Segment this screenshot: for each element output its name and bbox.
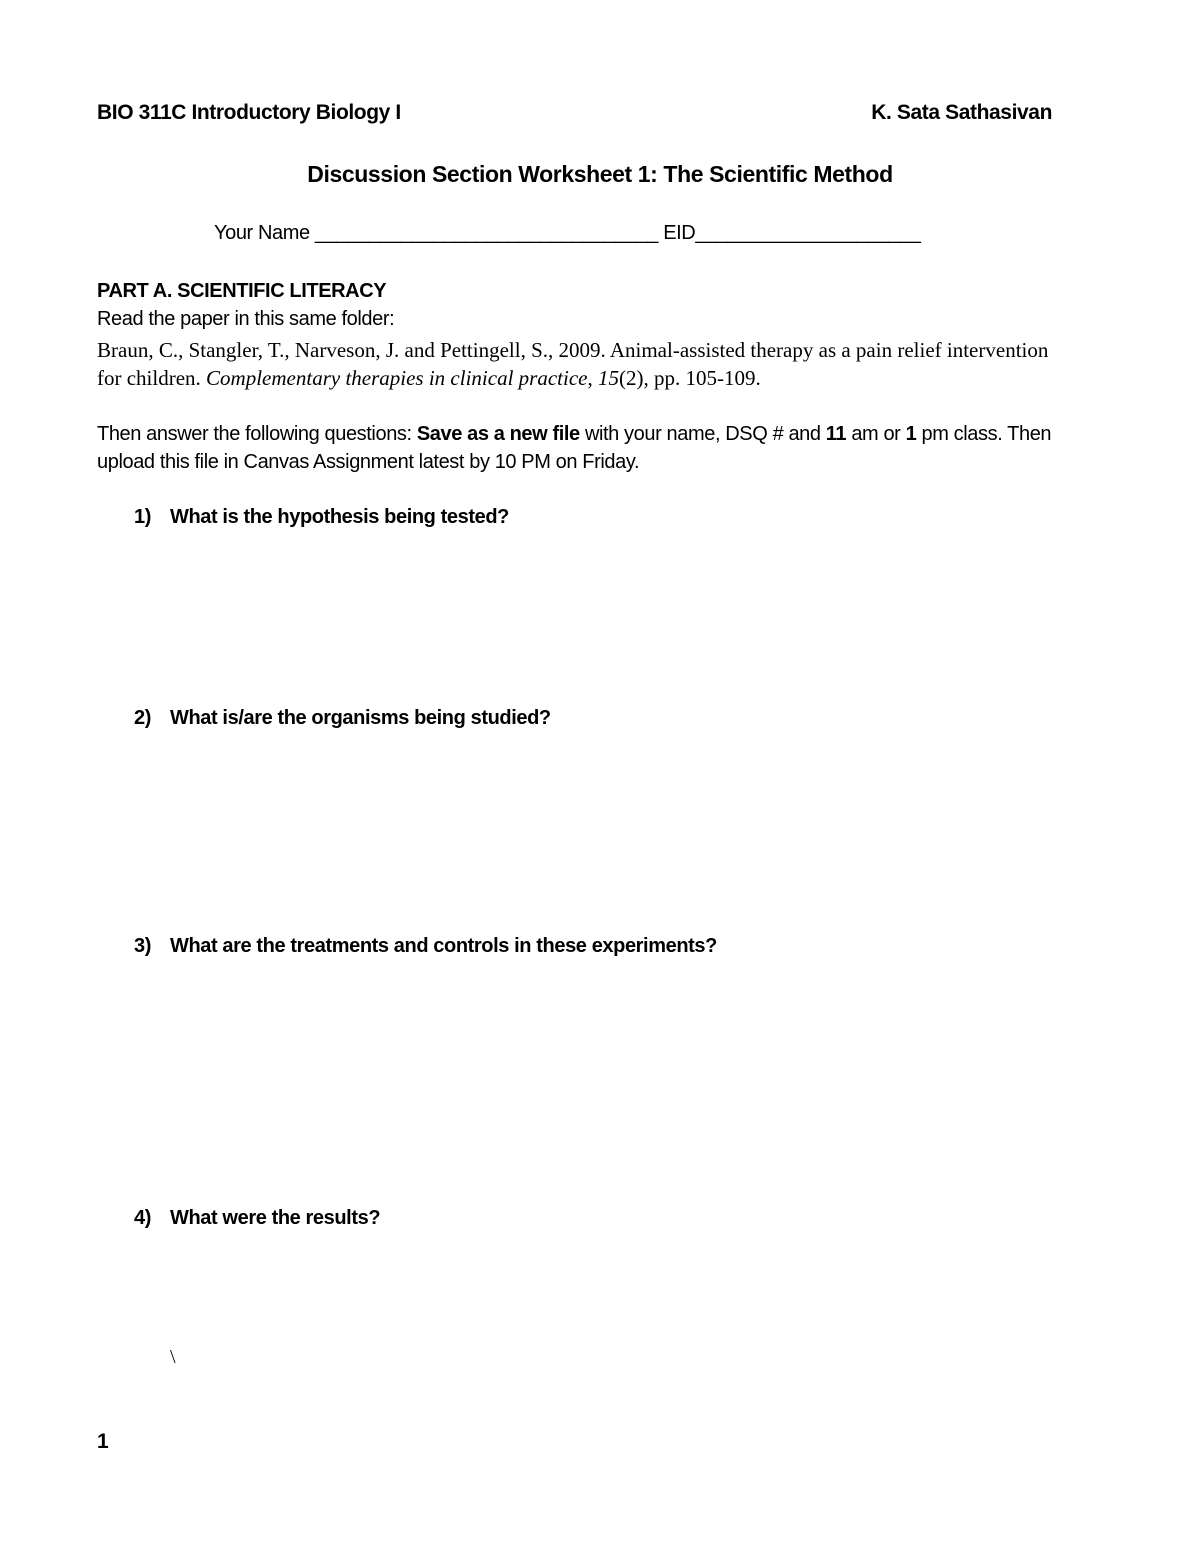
name-eid-line — [214, 222, 921, 245]
citation-issue-pages: (2), pp. 105-109. — [618, 366, 761, 390]
instructions-time1: 11 — [825, 423, 847, 445]
name-blank: ________________________________ — [314, 222, 659, 244]
instructions-am-or: am or — [851, 423, 901, 445]
question-text: What is/are the organisms being studied? — [170, 707, 551, 729]
question-text: What were the results? — [170, 1207, 381, 1229]
question-text: What is the hypothesis being tested? — [170, 506, 509, 528]
question-number: 1) — [134, 506, 151, 528]
instructions-tail: pm class. Then upload this file in Canvas Assignment latest by 10 PM on Friday. — [97, 423, 1052, 473]
paper-citation: Braun, C., Stangler, T., Narveson, J. and Pettingell, S., 2009. Animal-assisted therapy as a pain relief intervention for children. Complementary therapies in clinical practice, 15(2), pp. 105-109. — [97, 338, 1049, 390]
course-title: BIO 311C Introductory Biology I — [97, 101, 401, 124]
question-number: 2) — [134, 707, 151, 729]
citation-journal: Complementary therapies in clinical practice — [206, 366, 588, 390]
citation-volume: 15 — [597, 366, 619, 390]
name-label: Your Name — [214, 222, 310, 244]
question-2 — [134, 707, 551, 730]
instructions — [97, 420, 1077, 476]
question-4 — [134, 1207, 380, 1230]
eid-label: EID — [663, 222, 696, 244]
citation-authors-title: Braun, C., Stangler, T., Narveson, J. and Pettingell, S., 2009. Animal-assisted therapy as a pain relief intervention for children. — [97, 338, 1049, 390]
stray-backslash: \ — [170, 1346, 176, 1368]
instructions-time2: 1 — [905, 423, 917, 445]
question-1 — [134, 506, 509, 529]
question-text: What are the treatments and controls in these experiments? — [170, 935, 717, 957]
question-number: 4) — [134, 1207, 151, 1229]
eid-blank: _____________________ — [695, 222, 921, 244]
instructions-middle: with your name, DSQ # and — [584, 423, 821, 445]
part-a-heading: PART A. SCIENTIFIC LITERACY — [97, 280, 387, 302]
instructions-lead: Then answer the following questions: — [97, 423, 412, 445]
page-number: 1 — [97, 1430, 109, 1453]
part-a-intro: Read the paper in this same folder: — [97, 308, 395, 330]
page-title: Discussion Section Worksheet 1: The Scientific Method — [307, 161, 893, 187]
instructions-save-bold: Save as a new file — [416, 423, 580, 445]
instructor-name: K. Sata Sathasivan — [871, 101, 1052, 124]
question-number: 3) — [134, 935, 151, 957]
question-3 — [134, 935, 717, 958]
